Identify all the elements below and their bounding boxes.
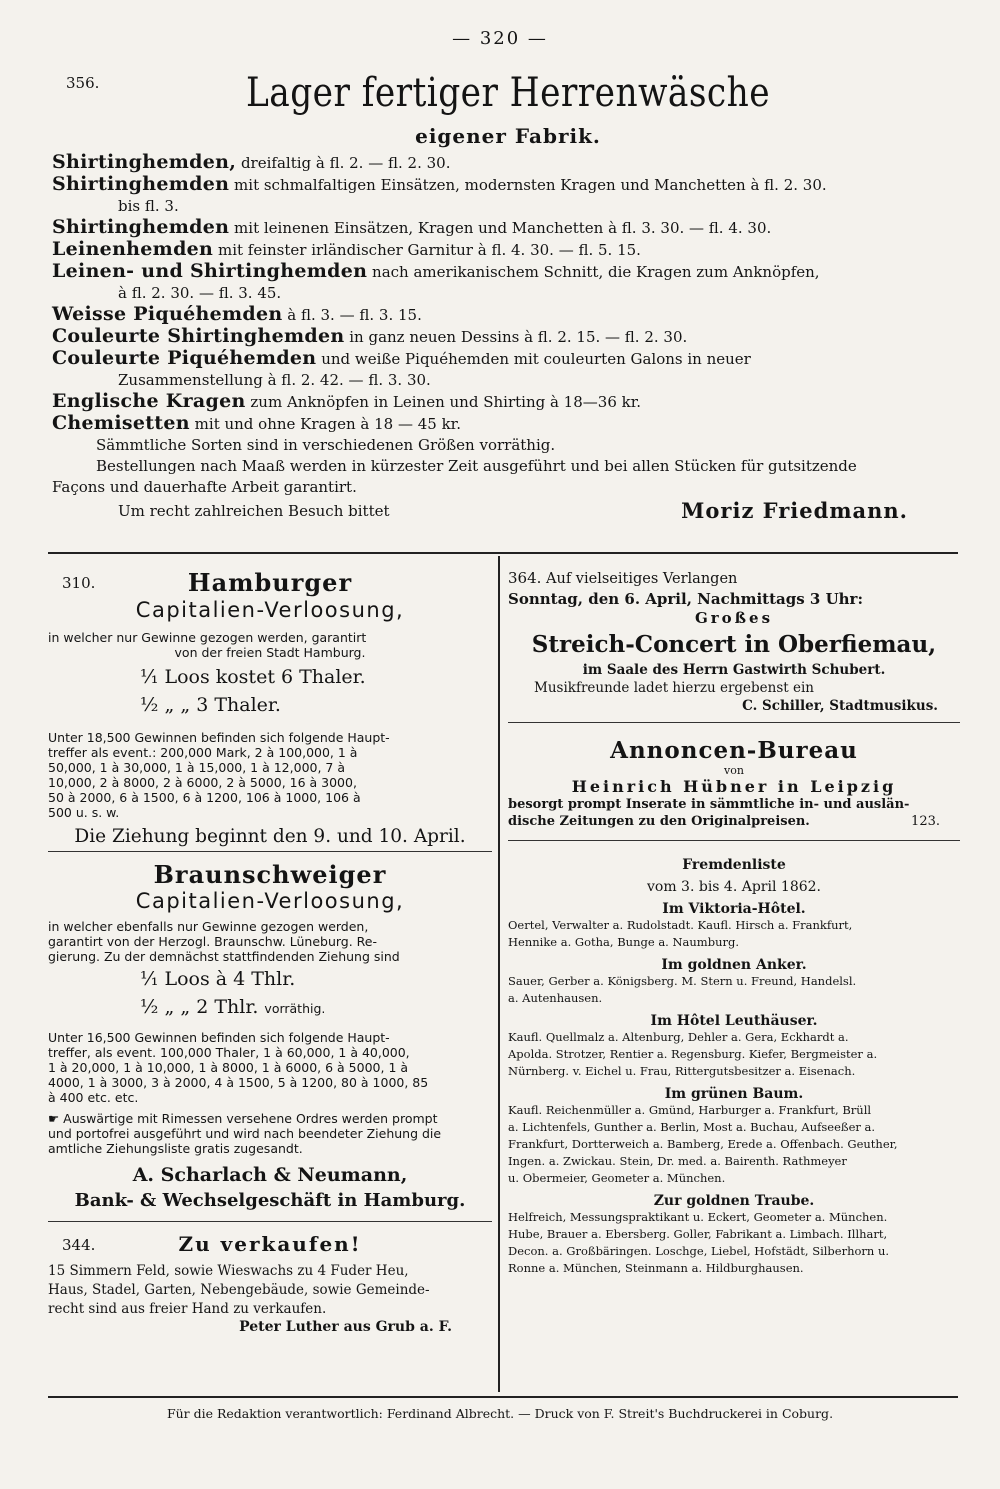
concert-title: Streich-Concert in Oberfiemau, <box>531 631 937 658</box>
concert-line1: Auf vielseitiges Verlangen <box>546 571 738 587</box>
lottery-intro: in welcher nur Gewinne gezogen werden, garantirt <box>48 630 367 645</box>
section-divider <box>48 552 958 554</box>
product-line <box>52 152 964 174</box>
product-line <box>52 217 964 239</box>
product-line <box>52 261 964 283</box>
concert-great: Großes <box>694 609 774 627</box>
guest-line: Oertel, Verwalter a. Rudolstadt. Kaufl. Hirsch a. Frankfurt, <box>508 918 853 932</box>
lottery-subtitle: Capitalien-Verloosung, <box>135 598 405 622</box>
guestlist-date: vom 3. bis 4. April 1862. <box>646 879 821 895</box>
prize-line: à 400 etc. etc. <box>48 1090 139 1105</box>
divider <box>508 840 960 841</box>
ad-number: 310. <box>62 574 96 592</box>
prize-line: Unter 16,500 Gewinnen befinden sich folgende Haupt- <box>48 1030 390 1045</box>
guest-line: Ingen. a. Zwickau. Stein, Dr. med. a. Bairenth. Rathmeyer <box>508 1154 847 1168</box>
sale-line: 15 Simmern Feld, sowie Wieswachs zu 4 Fuder Heu, <box>48 1263 409 1279</box>
page-number: — 320 — <box>452 28 548 49</box>
product-detail: mit leinenen Einsätzen, Kragen und Manchetten à fl. 3. 30. — fl. 4. 30. <box>234 219 772 237</box>
product-detail: zum Anknöpfen in Leinen und Shirting à 18—36 kr. <box>250 393 642 411</box>
bureau-von: von <box>724 764 744 777</box>
guest-line: u. Obermeier, Geometer a. München. <box>508 1171 726 1185</box>
sale-line: recht sind aus freier Hand zu verkaufen. <box>48 1301 327 1317</box>
guest-line: Kaufl. Quellmalz a. Altenburg, Dehler a. Gera, Eckhardt a. <box>508 1030 849 1044</box>
lottery-intro <box>48 919 492 964</box>
lot-price-full: ¹⁄₁ Loos kostet 6 Thaler. <box>140 666 366 688</box>
prize-line: 10,000, 2 à 8000, 2 à 6000, 2 à 5000, 16 à 3000, <box>48 775 357 790</box>
hotel-name: Im Hôtel Leuthäuser. <box>650 1013 818 1029</box>
product-name: Englische Kragen <box>52 390 246 412</box>
product-line <box>52 370 964 391</box>
concert-signature: C. Schiller, Stadtmusikus. <box>742 698 938 714</box>
prize-list <box>48 730 492 820</box>
prize-line: treffer, als event. 100,000 Thaler, 1 à 60,000, 1 à 40,000, <box>48 1045 410 1060</box>
right-column <box>508 568 960 1277</box>
product-line <box>52 174 964 196</box>
divider <box>508 722 960 723</box>
concert-date: Sonntag, den 6. April, Nachmittags 3 Uhr: <box>508 590 863 608</box>
firm-name: A. Scharlach & Neumann, <box>132 1164 408 1186</box>
guest-line: Apolda. Strotzer, Rentier a. Regensburg. Kiefer, Bergmeister a. <box>508 1047 878 1061</box>
hotel-name: Im grünen Baum. <box>664 1086 804 1102</box>
ad-number: 344. <box>62 1236 96 1254</box>
prize-line: 50,000, 1 à 30,000, 1 à 15,000, 1 à 12,000, 7 à <box>48 760 346 775</box>
ad-herrenwaesche <box>52 68 964 524</box>
hotel-list <box>508 901 960 1277</box>
sale-signature: Peter Luther aus Grub a. F. <box>239 1319 452 1335</box>
concert-invite: Musikfreunde ladet hierzu ergebenst ein <box>534 680 815 696</box>
closing-text: Um recht zahlreichen Besuch bittet <box>118 502 390 520</box>
guest-line: Ronne a. München, Steinmann a. Hildburghausen. <box>508 1261 804 1275</box>
product-line <box>52 326 964 348</box>
product-detail: bis fl. 3. <box>118 197 179 215</box>
sale-text <box>48 1262 492 1319</box>
ad-title: Lager fertiger Herrenwäsche <box>246 70 770 116</box>
guest-line: Hennike a. Gotha, Bunge a. Naumburg. <box>508 935 739 949</box>
guest-line: a. Autenhausen. <box>508 991 603 1005</box>
product-name: Couleurte Piquéhemden <box>52 347 317 369</box>
draw-date: Die Ziehung beginnt den 9. und 10. April. <box>74 826 466 847</box>
guest-line: Nürnberg. v. Eichel u. Frau, Rittergutsbesitzer a. Eisenach. <box>508 1064 856 1078</box>
guest-line: Sauer, Gerber a. Königsberg. M. Stern u. Freund, Handelsl. <box>508 974 857 988</box>
firm-description: Bank- & Wechselgeschäft in Hamburg. <box>74 1190 466 1211</box>
ad-number: 364. <box>508 569 542 587</box>
product-name: Shirtinghemden <box>52 216 230 238</box>
divider <box>48 851 492 852</box>
product-line <box>52 391 964 413</box>
product-detail: à fl. 2. 30. — fl. 3. 45. <box>118 284 282 302</box>
guest-line: Hube, Brauer a. Ebersberg. Goller, Fabrikant a. Limbach. Illhart, <box>508 1227 888 1241</box>
order-line: ☛ Auswärtige mit Rimessen versehene Ordres werden prompt <box>48 1111 438 1126</box>
ad-subtitle: eigener Fabrik. <box>415 124 601 148</box>
product-line <box>52 283 964 304</box>
prize-line: 500 u. s. w. <box>48 805 120 820</box>
product-line <box>52 239 964 261</box>
lottery-subtitle: Capitalien-Verloosung, <box>135 889 405 913</box>
concert-venue: im Saale des Herrn Gastwirth Schubert. <box>582 662 886 678</box>
product-list <box>52 152 964 435</box>
sale-title: Zu verkaufen! <box>178 1232 362 1256</box>
order-line: und portofrei ausgeführt und wird nach beendeter Ziehung die <box>48 1126 442 1141</box>
product-name: Leinenhemden <box>52 238 214 260</box>
hotel-name: Im goldnen Anker. <box>661 957 807 973</box>
prize-line: Unter 18,500 Gewinnen befinden sich folgende Haupt- <box>48 730 390 745</box>
lot-price-half: ¹⁄₂ „ „ 3 Thaler. <box>140 694 281 716</box>
product-detail: mit feinster irländischer Garnitur à fl. 4. 30. — fl. 5. 15. <box>217 241 641 259</box>
divider <box>48 1221 492 1222</box>
prize-line: treffer als event.: 200,000 Mark, 2 à 100,000, 1 à <box>48 745 358 760</box>
product-name: Chemisetten <box>52 412 190 434</box>
product-line <box>52 348 964 370</box>
product-detail: und weiße Piquéhemden mit couleurten Galons in neuer <box>321 350 751 368</box>
bureau-name: Heinrich Hübner in Leipzig <box>571 777 897 796</box>
bureau-line2: dische Zeitungen zu den Originalpreisen. <box>508 814 810 829</box>
hotel-name: Im Viktoria-Hôtel. <box>662 901 806 917</box>
guest-line: Kaufl. Reichenmüller a. Gmünd, Harburger a. Frankfurt, Brüll <box>508 1103 872 1117</box>
prize-line: 4000, 1 à 3000, 3 à 2000, 4 à 1500, 5 à 1200, 80 à 1000, 85 <box>48 1075 429 1090</box>
guest-line: Helfreich, Messungspraktikant u. Eckert, Geometer a. München. <box>508 1210 888 1224</box>
note-sizes: Sämmtliche Sorten sind in verschiedenen Größen vorräthig. <box>96 436 556 454</box>
lottery-title-hamburg: Hamburger <box>187 568 353 597</box>
product-detail: in ganz neuen Dessins à fl. 2. 15. — fl. 2. 30. <box>349 328 688 346</box>
left-column <box>48 568 492 1335</box>
lot-price-full: ¹⁄₁ Loos à 4 Thlr. <box>140 968 296 990</box>
lottery-intro-2: von der freien Stadt Hamburg. <box>174 645 366 660</box>
guestlist-title: Fremdenliste <box>682 857 786 873</box>
product-name: Couleurte Shirtinghemden <box>52 325 345 347</box>
product-detail: nach amerikanischem Schnitt, die Kragen zum Anknöpfen, <box>372 263 820 281</box>
product-line <box>52 413 964 435</box>
lottery-title-braunschweig: Braunschweiger <box>153 860 387 889</box>
note-orders-cont: Façons und dauerhafte Arbeit garantirt. <box>52 478 357 496</box>
product-detail: Zusammenstellung à fl. 2. 42. — fl. 3. 30. <box>118 371 431 389</box>
note-orders: Bestellungen nach Maaß werden in kürzester Zeit ausgeführt und bei allen Stücken für gutsitzende <box>96 457 857 475</box>
signature: Moriz Friedmann. <box>681 498 908 523</box>
order-line: amtliche Ziehungsliste gratis zugesandt. <box>48 1141 303 1156</box>
sale-line: Haus, Stadel, Garten, Nebengebäude, sowie Gemeinde- <box>48 1282 430 1298</box>
prize-line: 50 à 2000, 6 à 1500, 6 à 1200, 106 à 1000, 106 à <box>48 790 361 805</box>
guest-line: Decon. a. Großbäringen. Loschge, Liebel, Hofstädt, Silberhorn u. <box>508 1244 890 1258</box>
product-detail: mit und ohne Kragen à 18 — 45 kr. <box>194 415 461 433</box>
intro-line: in welcher ebenfalls nur Gewinne gezogen werden, <box>48 919 369 934</box>
footer-divider <box>48 1396 958 1398</box>
order-notice <box>48 1111 492 1156</box>
ad-number: 356. <box>66 74 100 92</box>
product-name: Weisse Piquéhemden <box>52 303 283 325</box>
prize-line: 1 à 20,000, 1 à 10,000, 1 à 8000, 1 à 6000, 6 à 5000, 1 à <box>48 1060 409 1075</box>
product-detail: à fl. 3. — fl. 3. 15. <box>287 306 422 324</box>
bureau-line1: besorgt prompt Inserate in sämmtliche in- und auslän- <box>508 797 910 812</box>
product-detail: mit schmalfaltigen Einsätzen, modernsten Kragen und Manchetten à fl. 2. 30. <box>234 176 827 194</box>
lot-note: vorräthig. <box>264 1001 326 1016</box>
intro-line: gierung. Zu der demnächst stattfindenden Ziehung sind <box>48 949 400 964</box>
prize-list <box>48 1030 492 1105</box>
intro-line: garantirt von der Herzogl. Braunschw. Lüneburg. Re- <box>48 934 377 949</box>
bureau-number: 123. <box>911 814 940 829</box>
column-divider <box>498 556 500 1392</box>
guest-line: a. Lichtenfels, Gunther a. Berlin, Most a. Buchau, Aufseeßer a. <box>508 1120 876 1134</box>
product-name: Shirtinghemden, <box>52 151 237 173</box>
bureau-title: Annoncen-Bureau <box>610 737 858 764</box>
footer-imprint: Für die Redaktion verantwortlich: Ferdinand Albrecht. — Druck von F. Streit's Buchdruckerei in Coburg. <box>166 1406 834 1421</box>
product-detail: dreifaltig à fl. 2. — fl. 2. 30. <box>240 154 451 172</box>
product-name: Shirtinghemden <box>52 173 230 195</box>
lot-price-half: ¹⁄₂ „ „ 2 Thlr. <box>140 996 259 1018</box>
guest-line: Frankfurt, Dortterweich a. Bamberg, Erede a. Offenbach. Geuther, <box>508 1137 898 1151</box>
product-line <box>52 196 964 217</box>
product-name: Leinen- und Shirtinghemden <box>52 260 368 282</box>
hotel-name: Zur goldnen Traube. <box>653 1193 815 1209</box>
product-line <box>52 304 964 326</box>
